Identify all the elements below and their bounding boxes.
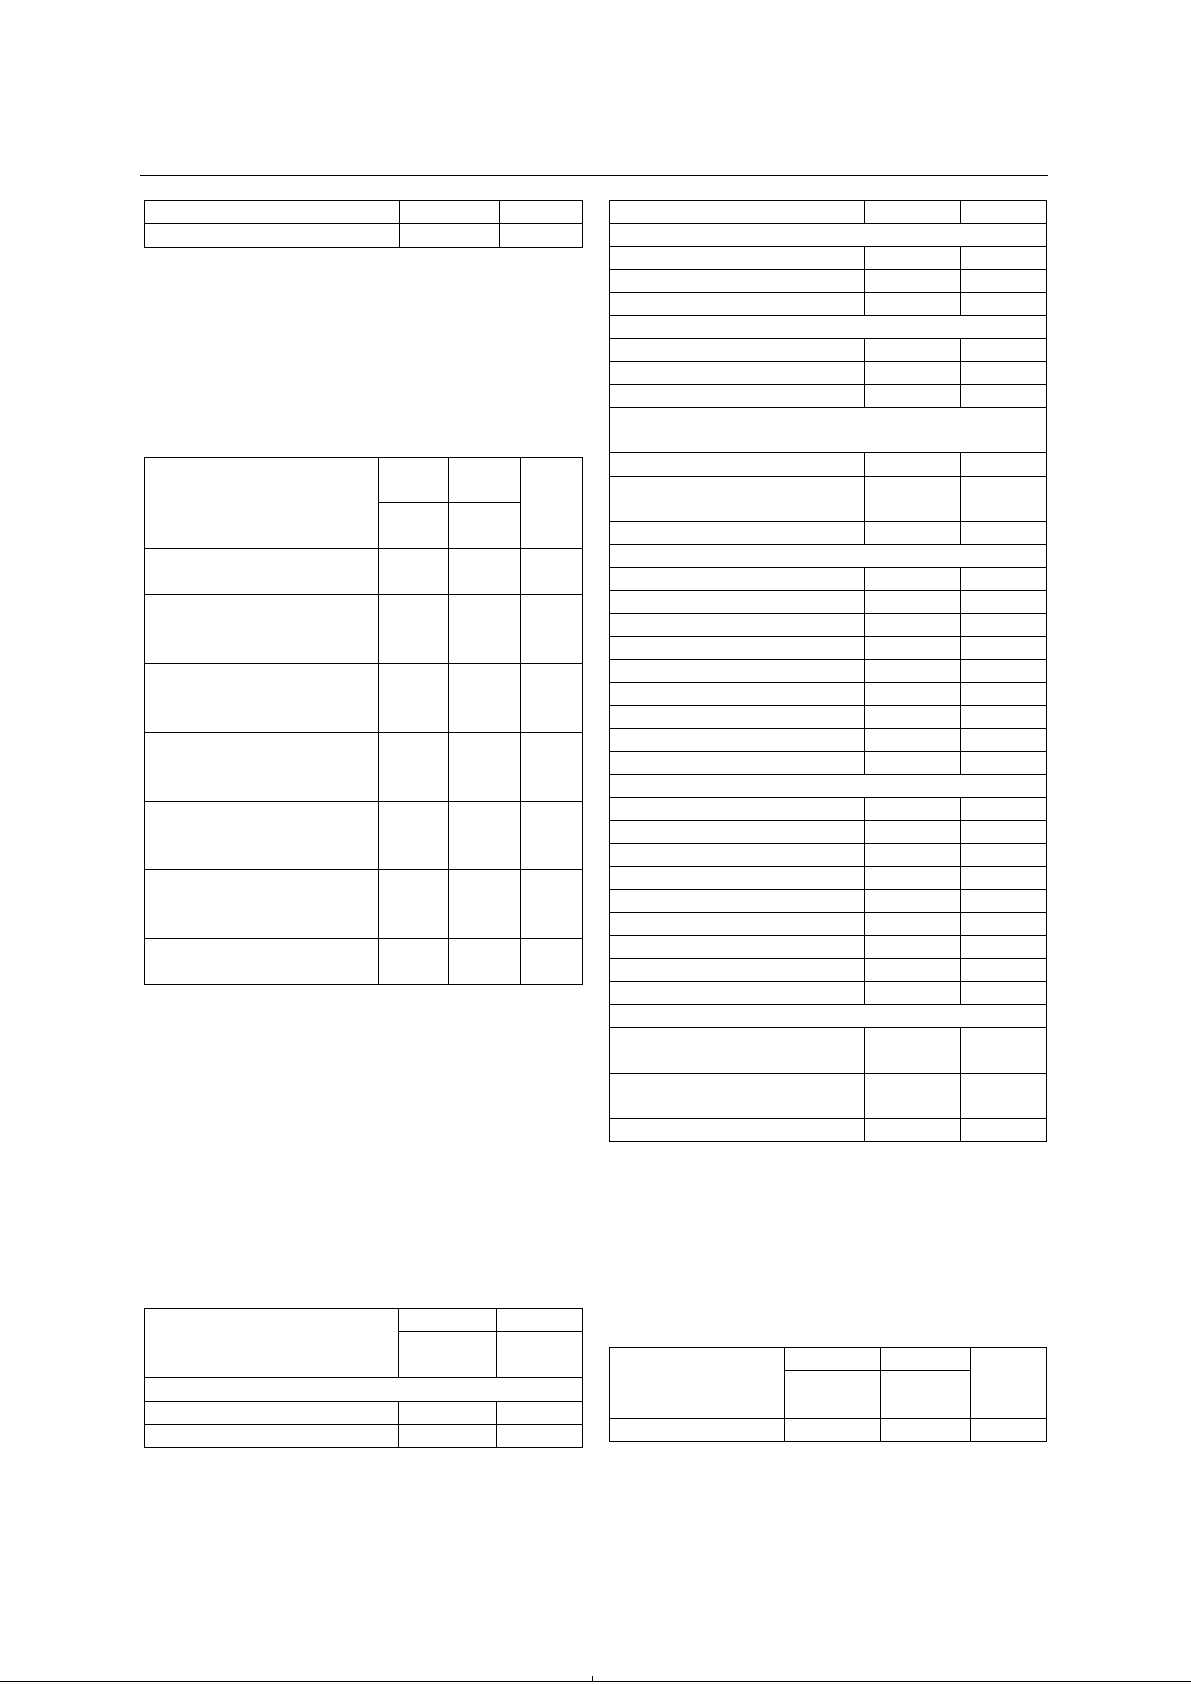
table-row: [610, 545, 1047, 568]
table-row: [610, 591, 1047, 614]
table-row: [610, 385, 1047, 408]
table-row: [610, 362, 1047, 385]
table-row: [610, 270, 1047, 293]
table-left-bottom: [144, 1308, 583, 1448]
table-row: [610, 982, 1047, 1005]
table-row: [145, 224, 583, 248]
footer-rule: [0, 1681, 1191, 1682]
table-row: [610, 844, 1047, 867]
table-row: [610, 1005, 1047, 1028]
table-row: [610, 1348, 1047, 1371]
table-row: [145, 1402, 583, 1425]
table-row: [610, 660, 1047, 683]
table-row: [610, 522, 1047, 545]
table-row: [610, 729, 1047, 752]
table-left-top: [144, 200, 583, 248]
table-row: [610, 683, 1047, 706]
table-row: [145, 201, 583, 224]
table-row: [610, 913, 1047, 936]
table-row: [610, 1028, 1047, 1074]
table-row: [610, 867, 1047, 890]
table-row: [145, 870, 583, 939]
table-row: [610, 339, 1047, 362]
table-row: [610, 959, 1047, 982]
table-row: [610, 936, 1047, 959]
table-row: [145, 939, 583, 985]
table-row: [610, 568, 1047, 591]
table-row: [610, 477, 1047, 522]
table-row: [610, 1119, 1047, 1142]
table-row: [610, 821, 1047, 844]
table-row: [610, 1419, 1047, 1442]
table-row: [610, 752, 1047, 775]
table-right-main: [609, 200, 1047, 1142]
table-row: [145, 458, 583, 503]
table-row: [610, 408, 1047, 453]
table-row: [610, 316, 1047, 339]
table-row: [145, 802, 583, 870]
table-row: [145, 1309, 583, 1332]
table-row: [610, 890, 1047, 913]
table-row: [610, 614, 1047, 637]
table-row: [145, 1378, 583, 1402]
table-row: [610, 293, 1047, 316]
table-row: [610, 247, 1047, 270]
table-row: [145, 549, 583, 595]
table-row: [610, 637, 1047, 660]
header-rule: [140, 175, 1048, 176]
table-row: [610, 706, 1047, 729]
table-right-bottom: [609, 1347, 1047, 1442]
table-left-middle: [144, 457, 583, 985]
table-row: [145, 664, 583, 733]
table-row: [610, 798, 1047, 821]
table-row: [145, 1425, 583, 1448]
table-row: [610, 224, 1047, 247]
table-row: [145, 595, 583, 664]
table-row: [145, 733, 583, 802]
table-row: [610, 453, 1047, 477]
table-row: [610, 201, 1047, 224]
footer-tick: [592, 1676, 593, 1682]
table-row: [610, 775, 1047, 798]
table-row: [610, 1074, 1047, 1119]
